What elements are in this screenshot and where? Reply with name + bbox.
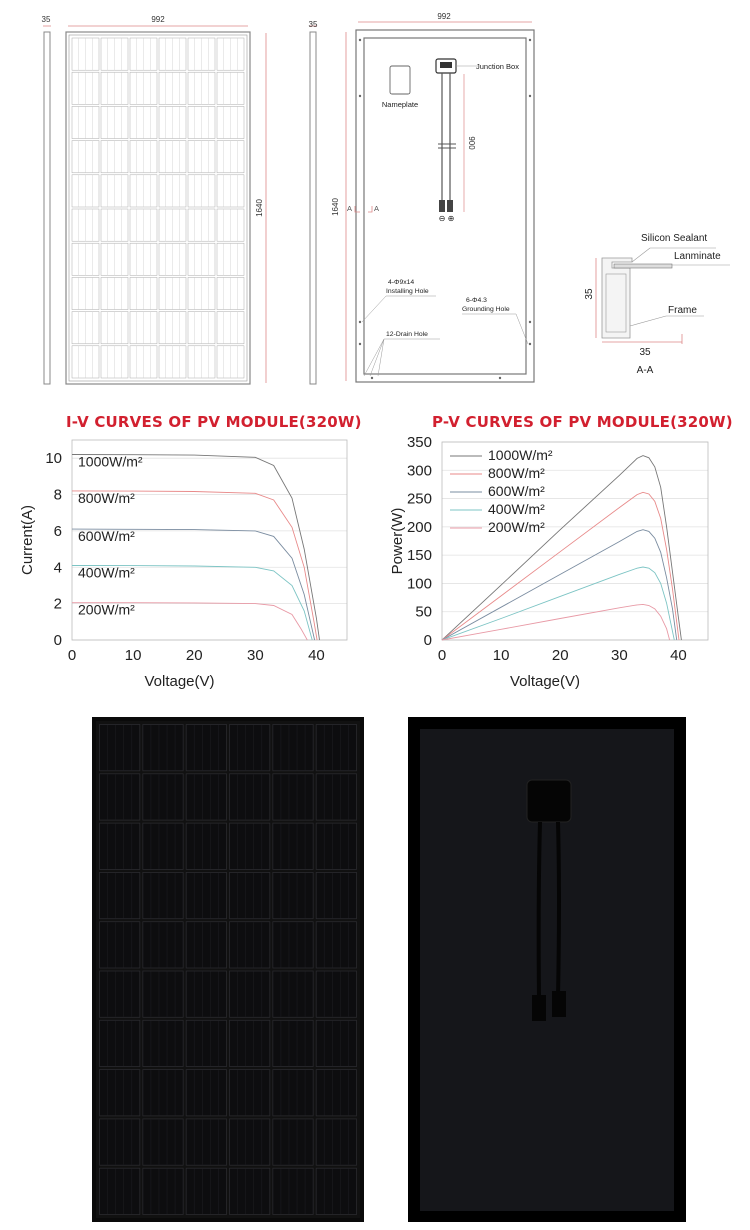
pv-chart-title: P-V CURVES OF PV MODULE(320W) <box>432 413 733 431</box>
front-height-dim: 1640 <box>255 199 264 217</box>
y-axis-label: Current(A) <box>19 504 36 576</box>
back-side-width-dim: 35 <box>308 20 318 29</box>
x-axis-label: Voltage(V) <box>144 673 215 690</box>
y-tick-label: 0 <box>53 632 62 649</box>
drain-hole-label: 12-Drain Hole <box>386 331 428 338</box>
module-back-photo <box>408 717 686 1222</box>
legend-entry: 800W/m² <box>78 489 135 506</box>
front-side-profile <box>42 15 51 384</box>
pv-chart <box>370 430 750 700</box>
positive-connector-icon: ⊕ <box>447 214 455 223</box>
junction-box-photo <box>527 780 571 822</box>
legend-entry: 600W/m² <box>488 483 545 499</box>
y-tick-label: 0 <box>423 632 432 649</box>
cell-grid <box>72 38 244 378</box>
connector-negative-photo <box>532 995 546 1021</box>
x-tick-label: 20 <box>551 647 569 664</box>
legend-entry: 1000W/m² <box>488 447 553 463</box>
x-tick-label: 0 <box>437 647 447 664</box>
legend-entry: 600W/m² <box>78 528 135 545</box>
y-tick-label: 6 <box>53 522 62 540</box>
series-line <box>442 567 674 640</box>
legend-entry: 800W/m² <box>488 465 545 481</box>
legend-entry: 1000W/m² <box>78 453 143 470</box>
front-view <box>66 15 266 384</box>
back-width-dim: 992 <box>437 12 451 21</box>
x-tick-label: 10 <box>124 647 142 664</box>
nameplate-label: Nameplate <box>381 100 419 109</box>
nameplate-outline <box>390 66 410 94</box>
section-label: A-A <box>636 365 654 376</box>
y-tick-label: 4 <box>53 559 62 577</box>
legend-entry: 200W/m² <box>78 601 135 618</box>
x-axis-label: Voltage(V) <box>509 673 581 690</box>
front-photo-cells <box>92 717 364 1222</box>
front-side-width-dim: 35 <box>41 15 51 24</box>
series-line <box>72 529 315 640</box>
y-tick-label: 250 <box>406 490 432 508</box>
x-tick-label: 20 <box>185 647 203 664</box>
series-line <box>442 604 670 640</box>
frame-cross-section <box>584 233 730 376</box>
y-tick-label: 50 <box>415 603 432 621</box>
y-axis-label: Power(W) <box>389 507 406 575</box>
x-tick-label: 40 <box>308 647 325 664</box>
y-tick-label: 10 <box>45 450 62 468</box>
y-tick-label: 2 <box>53 595 62 613</box>
back-photo-sheet <box>408 717 686 1222</box>
y-tick-label: 8 <box>53 486 62 504</box>
laminate-label: Lanminate <box>674 251 721 262</box>
y-tick-label: 300 <box>406 462 432 480</box>
silicon-sealant-label: Silicon Sealant <box>641 233 708 244</box>
x-tick-label: 10 <box>492 647 510 664</box>
connector-positive-photo <box>552 991 566 1017</box>
section-mark-right: A <box>374 204 380 213</box>
technical-drawings <box>0 0 750 400</box>
x-tick-label: 30 <box>610 647 628 664</box>
y-tick-label: 350 <box>406 434 432 451</box>
section-width-dim: 35 <box>639 347 651 358</box>
y-tick-label: 200 <box>406 518 432 536</box>
back-height-dim: 1640 <box>331 198 340 216</box>
section-mark-left: A <box>347 204 353 213</box>
iv-chart <box>0 430 370 700</box>
frame-label: Frame <box>668 305 697 316</box>
front-width-dim: 992 <box>151 15 165 24</box>
back-view <box>331 12 534 382</box>
back-side-profile <box>309 20 318 384</box>
x-tick-label: 40 <box>670 647 687 664</box>
grounding-hole-spec: 6-Φ4.3 <box>466 297 487 304</box>
installing-hole-label: Installing Hole <box>386 288 429 295</box>
module-front-photo <box>92 717 364 1222</box>
legend-entry: 200W/m² <box>488 519 545 535</box>
installing-hole-spec: 4-Φ9x14 <box>388 279 415 286</box>
iv-chart-title: I-V CURVES OF PV MODULE(320W) <box>66 413 362 431</box>
junction-box-label: Junction Box <box>476 62 519 71</box>
x-tick-label: 0 <box>67 647 77 664</box>
legend-entry: 400W/m² <box>78 564 135 581</box>
grounding-hole-label: Grounding Hole <box>462 306 510 313</box>
y-tick-label: 100 <box>406 575 432 593</box>
cable-length-dim: 900 <box>467 136 476 150</box>
negative-connector-icon: ⊖ <box>438 214 446 223</box>
section-height-dim: 35 <box>584 288 595 300</box>
legend-entry: 400W/m² <box>488 501 545 517</box>
y-tick-label: 150 <box>406 547 432 565</box>
series-line <box>442 530 677 640</box>
series-line <box>442 492 679 640</box>
series-line <box>442 456 681 640</box>
x-tick-label: 30 <box>246 647 264 664</box>
